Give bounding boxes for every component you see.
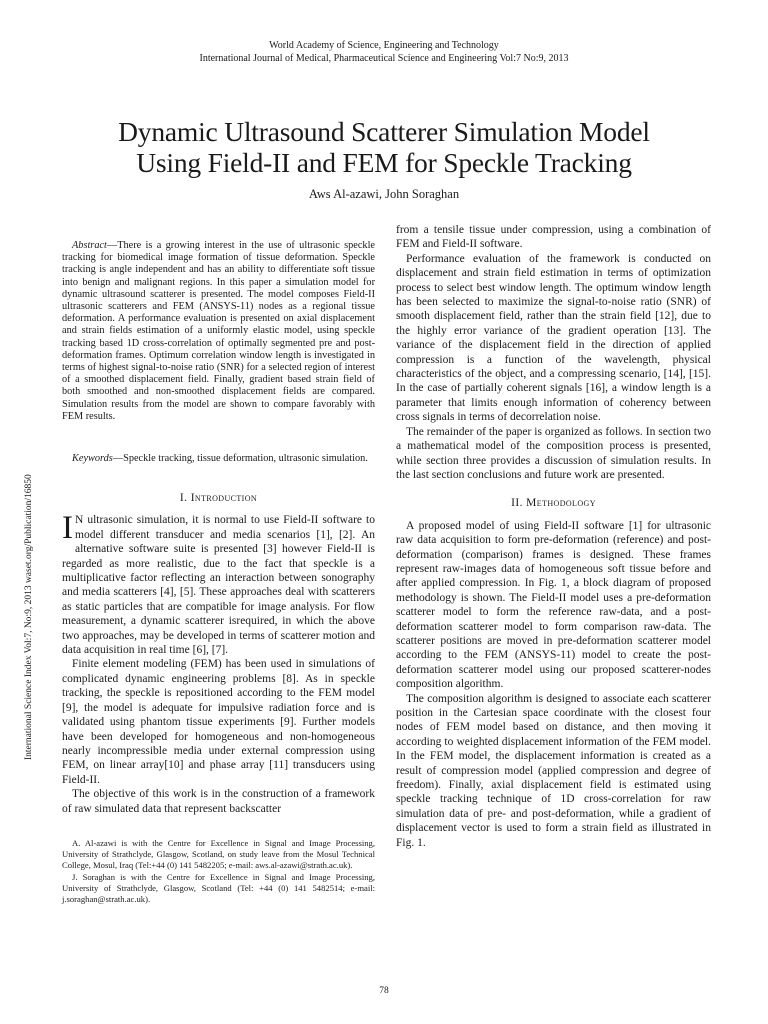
section-1-heading	[62, 491, 375, 505]
abstract-text: —There is a growing interest in the use of ultrasonic speckle tracking for biomedical image formation of tissue deformation. Speckle tracking is angle independent and has an ability to differentiate soft tissue into benign and malignant regions. In this paper a simulation model for dynamic ultrasound scatterer is presented. The model composes Field-II ultrasonic scatterers and FEM (ANSYS-11) nodes as a regional tissue deformation. A performance evaluation is presented on axial displacement and strain fields estimation of a uniformly elastic model, using speckle tracking based 1D cross-correlation of optimally segmented pre and post-deformation frames. Optimum correlation window length is investigated in terms of highest signal-to-noise ratio (SNR) for a selected region of interest of a smoothed displacement field. Finally, gradient based strain field of both smoothed and non-smoothed displacement fields are compared. Simulation results from the model are shown to compare favorably with FEM results.	[62, 240, 375, 422]
keywords	[62, 453, 375, 465]
intro-paragraph-3: The objective of this work is in the construction of a framework of raw simulated data that represent backscatter	[62, 788, 375, 815]
journal-header	[0, 39, 768, 65]
right-paragraph-1: Performance evaluation of the framework is conducted on displacement and strain field estimation in terms of optimization process to select best window length. The optimum window length has been selected to maximize the signal-to-noise ratio (SNR) of smooth displacement field, rather than the strain field [12], due to the highly error variance of the gradient operation [13]. The variance of the displacement field in the direction of applied compression is a function of the wavelength, physical characteristics of the object, and a compressing scenario, [14], [15]. In the case of partially coherent signals [16], a window length is a parameter that limits enough information of coherency between cross signals in terms of decorrelation noise.	[396, 252, 711, 424]
authors: Aws Al-azawi, John Soraghan	[308, 187, 460, 201]
header-line-2: International Journal of Medical, Pharmaceutical Science and Engineering Vol:7 No:9, 2013	[199, 53, 569, 64]
dropcap-letter: I	[62, 510, 73, 547]
right-column-body	[396, 223, 711, 850]
right-paragraph-2: The remainder of the paper is organized as follows. In section two a mathematical model of the composition process is presented, while section three provides a discussion of simulation results. In the last section conclusions and future work are presented.	[396, 425, 711, 481]
paper-title	[40, 116, 728, 178]
section-1-title: Introduction	[190, 492, 258, 504]
section-1-number: I.	[179, 492, 188, 504]
page-number: 78	[379, 986, 389, 996]
section-2-number: II.	[511, 497, 523, 510]
method-paragraph-2: The composition algorithm is designed to associate each scatterer position in the Cartesian space coordinate with the closest four nodes of FEM model based on distance, and then moving it according to weighted displacement information of the FEM model. In the FEM model, the displacement information is created as a result of compression model (applied compression and degree of freedom). Finally, axial displacement field is estimated using speckle tracking technique of 1D cross-correlation for raw simulation data of pre- and post-deformation, while a gradient of displacement vector is used to form a strain field as illustrated in Fig. 1.	[396, 692, 711, 849]
side-stamp: International Science Index Vol:7, No:9, 2013 waset.org/Publication/16850	[24, 474, 34, 760]
section-2-title: Methodology	[526, 497, 596, 510]
title-line-2: Using Field-II and FEM for Speckle Tracking	[136, 147, 632, 178]
keywords-label: Keywords	[72, 453, 113, 464]
right-paragraph-0: from a tensile tissue under compression, using a combination of FEM and Field-II software.	[396, 224, 711, 251]
footnote-1: A. Al-azawi is with the Centre for Excellence in Signal and Image Processing, University of Strathclyde, Glasgow, Scotland, on study leave from the Mosul Technical College, Mosul, Iraq (Tel:+44 (0) 141 5482205; e-mail: aws.al-azawi@strath.ac.uk).	[62, 838, 375, 870]
intro-paragraph-2: Finite element modeling (FEM) has been used in simulations of complicated dynamic engineering problems [8]. As in speckle tracking, the speckle is repositioned according to the FEM model [9], the model is adequate for impulsive radiation force and is validated using phantom tissue experiments [9]. Further models have been developed for homogeneous and non-homogeneous nearly incompressible media under external compression using FEM, on linear array[10] and phase array [11] transducers using Field-II.	[62, 658, 375, 786]
abstract	[62, 240, 375, 423]
keywords-text: —Speckle tracking, tissue deformation, ultrasonic simulation.	[112, 453, 368, 464]
method-paragraph-1: A proposed model of using Field-II software [1] for ultrasonic raw data acquisition to form pre-deformation (reference) and post-deformation (comparison) frames is designed. These frames represent raw-images data of homogeneous soft tissue before and after applied compression. In Fig. 1, a block diagram of proposed methodology is shown. The Field-II model uses a pre-deformation scatterer model to form the reference raw-data, and a post-deformation scatterer model to form comparison raw-data. The scatterer positions are moved in pre-deformation scatterer model according to the FEM (ANSYS-11) model to create the post-deformation scatterer model using our proposed scatterer-nodes composition algorithm.	[396, 519, 711, 691]
intro-paragraph-1	[62, 510, 375, 657]
abstract-label: Abstract	[72, 240, 107, 251]
footnote-2: J. Soraghan is with the Centre for Excellence in Signal and Image Processing, University of Strathclyde, Glasgow, Scotland (Tel: +44 (0) 141 5482514; e-mail: j.soraghan@strath.ac.uk).	[62, 872, 375, 904]
section-2-heading	[396, 496, 711, 510]
left-column-body	[62, 491, 375, 816]
title-line-1: Dynamic Ultrasound Scatterer Simulation Model	[118, 116, 650, 147]
footnotes	[62, 838, 375, 906]
header-line-1: World Academy of Science, Engineering and Technology	[269, 40, 499, 51]
intro-paragraph-1-text: N ultrasonic simulation, it is normal to use Field-II software to model different transducer and media scenarios [1], [2]. An alternative software suite is presented [3] however Field-II is regarded as more realistic, due to the fact that speckle is a multiplicative factor reflecting an interaction between sonography and media scatterers [4], [5]. These approaches deal with scatterers as static particles that are compatible for image analysis. For flow measurement, a dynamic scatterer isrequired, in which the above two approaches, may be developed in terms of scatterer motion and data acquisition in real time [6], [7].	[62, 514, 375, 657]
